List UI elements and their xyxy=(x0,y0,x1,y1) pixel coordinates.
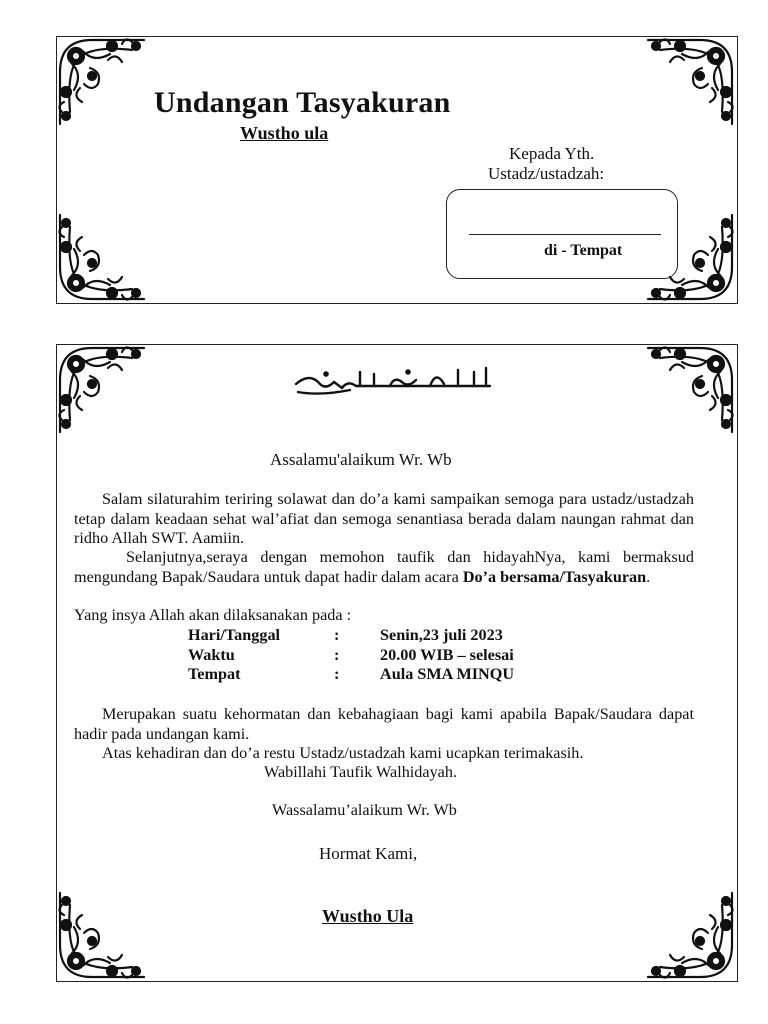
purpose-paragraph-text: Selanjutnya,seraya dengan memohon taufik dan hidayahNya, kami bermaksud mengundang Bapak/Saudara untuk dapat hadir dalam acara xyxy=(74,548,694,586)
corner-ornament-icon xyxy=(52,885,152,985)
detail-label-venue: Tempat xyxy=(188,665,241,683)
detail-colon: : xyxy=(334,626,340,644)
invitation-subtitle: Wustho ula xyxy=(240,123,329,143)
detail-colon: : xyxy=(334,665,340,683)
opening-paragraph-text: Salam silaturahim teriring solawat dan do’a kami sampaikan semoga para ustadz/ustadzah tetap dalam keadaan sehat wal’afiat dan semoga senantiasa berada dalam naungan rahmat dan ridho Allah SWT. Aamiin. xyxy=(74,490,694,547)
purpose-paragraph-end: . xyxy=(646,567,651,586)
schedule-intro: Yang insya Allah akan dilaksanakan pada : xyxy=(74,606,352,624)
basmala-calligraphy-icon xyxy=(290,362,502,396)
recipient-name-line xyxy=(469,234,661,235)
thanks-line: Atas kehadiran dan do’a restu Ustadz/ustadzah kami ucapkan terimakasih. xyxy=(102,744,584,762)
corner-ornament-icon xyxy=(52,32,152,132)
recipient-place: di - Tempat xyxy=(544,242,623,259)
opening-greeting: Assalamu'alaikum Wr. Wb xyxy=(270,450,452,469)
event-name: Do’a bersama/Tasyakuran xyxy=(462,567,647,586)
honor-paragraph-text: Merupakan suatu kehormatan dan kebahagiaan bagi kami apabila Bapak/Saudara dapat hadir pada undangan kami. xyxy=(74,705,694,743)
closing-greeting: Wassalamu’alaikum Wr. Wb xyxy=(272,801,457,819)
detail-value-date: Senin,23 juli 2023 xyxy=(380,626,503,644)
detail-label-date: Hari/Tanggal xyxy=(188,626,281,644)
invitation-title: Undangan Tasyakuran xyxy=(154,86,451,119)
opening-paragraph xyxy=(74,490,694,549)
address-box xyxy=(446,189,678,279)
honor-paragraph xyxy=(74,705,694,744)
detail-value-time: 20.00 WIB – selesai xyxy=(380,646,514,664)
regards-line: Hormat Kami, xyxy=(319,844,418,863)
detail-value-venue: Aula SMA MINQU xyxy=(380,665,515,683)
recipient-salutation: Kepada Yth. xyxy=(509,144,595,163)
signature-name: Wustho Ula xyxy=(322,906,414,926)
corner-ornament-icon xyxy=(640,340,740,440)
blessing-line: Wabillahi Taufik Walhidayah. xyxy=(264,763,458,781)
purpose-paragraph xyxy=(74,548,694,587)
corner-ornament-icon xyxy=(52,207,152,307)
recipient-title: Ustadz/ustadzah: xyxy=(488,164,605,183)
detail-label-time: Waktu xyxy=(188,646,235,664)
corner-ornament-icon xyxy=(640,32,740,132)
corner-ornament-icon xyxy=(640,885,740,985)
detail-colon: : xyxy=(334,646,340,664)
corner-ornament-icon xyxy=(52,340,152,440)
